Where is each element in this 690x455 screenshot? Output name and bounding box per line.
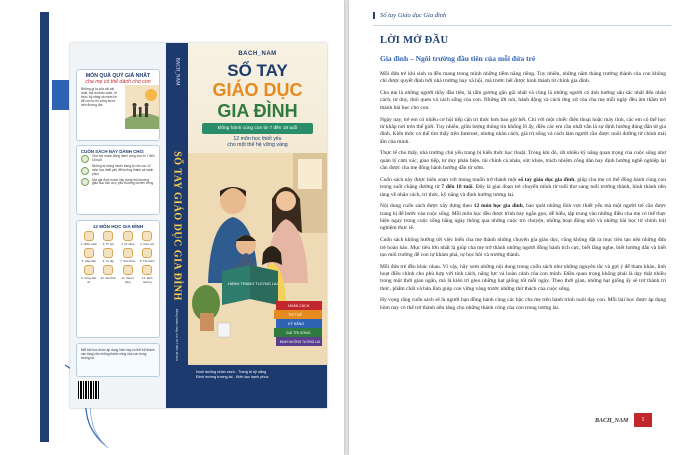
book-front-cover xyxy=(188,43,327,408)
barcode xyxy=(78,381,100,399)
svg-text:TRÍ TUỆ: TRÍ TUỆ xyxy=(288,313,302,317)
back-grid-title: 12 MÔN HỌC GIA ĐÌNH xyxy=(92,224,144,229)
paragraph: Thực tế cho thấy, nhà trường chủ yếu trang bị kiến thức học thuật. Trong khi đó, rất nhiều kỹ năng quan trọng của cuộc sống như quản lý cảm xúc, giao tiếp, tư duy phản biện, tài chính cá nhân, sức khỏe, trách nhiệm công dân hay định hướng nghề nghiệp lại cần được cha mẹ đồng hành hướng dẫn từ sớm. xyxy=(380,150,666,172)
subject-cell: 5. Giao tiếp xyxy=(80,248,98,263)
svg-text:GIÁ TRỊ SỐNG: GIÁ TRỊ SỐNG xyxy=(286,331,311,335)
subject-icon xyxy=(103,231,113,241)
back-box3-text: Mỗi bài học được áp dụng hôm nay có thể trở thành nền tảng cho những thành công của con trong tương lai. xyxy=(81,348,155,360)
subject-icon xyxy=(142,248,152,258)
subject-icon xyxy=(123,265,133,275)
subject-cell: 10. Gia đình xyxy=(100,265,118,284)
back-audience-item: Những ai mong muốn trang bị cho con 12 môn học thiết yếu để trưởng thành và hạnh phúc xyxy=(77,164,159,177)
subject-cell: 12. Định hướng xyxy=(139,265,157,284)
header-rule xyxy=(373,25,671,26)
subject-icon xyxy=(123,248,133,258)
left-page xyxy=(0,0,344,455)
cover-bottom-band: Nuôi dưỡng nhân cách - Trang bị kỹ năng Định hướng tương lai - Kiến tạo hạnh phúc xyxy=(188,365,327,408)
paragraph: Cha mẹ là những người thầy đầu tiên, là tấm gương gần gũi nhất và cũng là những người có ảnh hưởng sâu sắc nhất đến nhân cách, tư duy, thói quen và cách sống của con. Những lời nói, hành động và cách ứng xử của cha mẹ mỗi ngày đều âm thầm trở thành bài học cho con. xyxy=(380,90,666,111)
body-text xyxy=(380,71,666,317)
back-audience-item: Mọi gia đình muốn xây dựng môi trường giáo dục tích cực, yêu thương và bền vững xyxy=(77,177,159,187)
subject-cell: 8. Tài chính xyxy=(139,248,157,263)
paragraph: Mỗi đứa trẻ đều khác nhau. Vì vậy, hãy xem những nội dung trong cuốn sách như những nguyên tắc và gợi ý để tham khảo, linh hoạt điều chỉnh cho phù hợp với tính cách, năng lực và hoàn cảnh của con mình. Điều quan trọng không phải là dạy thật nhiều trong một thời gian ngắn, mà là kiên trì gieo những hạt giống tốt mỗi ngày. Theo thời gian, những hạt giống ấy sẽ trở thành tri thức, phẩm chất và bản lĩnh giúp con vững vàng trước những thử thách của cuộc sống. xyxy=(380,263,666,292)
page-accent-stripe xyxy=(40,12,49,442)
page-title: LỜI MỞ ĐẦU xyxy=(380,35,449,46)
book-stack xyxy=(274,301,322,346)
cover-brand: BACH_NAM xyxy=(238,51,277,57)
bullet-icon xyxy=(81,155,89,163)
subject-cell: 2. Trí tuệ xyxy=(100,231,118,246)
paragraph: Ngày nay, trẻ em có nhiều cơ hội tiếp cận tri thức hơn bao giờ hết. Chỉ với một chiếc điện thoại hoặc máy tính, các em có thể học từ khắp nơi trên thế giới. Tuy nhiên, giữa lượng thông tin khổng lồ ấy, điều các em cần nhất vẫn là sự định hướng đúng đắn từ gia đình. Kiến thức có thể tìm thấy trên Internet, nhưng nhân cách, giá trị sống và cách làm người cần được nuôi dưỡng từ chính mái ấm của mình. xyxy=(380,116,666,145)
subjects-grid xyxy=(77,229,159,286)
subject-icon xyxy=(103,248,113,258)
section-subtitle: Gia đình – Ngôi trường đầu tiên của mỗi đứa trẻ xyxy=(380,54,536,63)
svg-text:ĐỊNH HƯỚNG TƯƠNG LAI: ĐỊNH HƯỚNG TƯƠNG LAI xyxy=(280,340,320,344)
svg-text:KỸ NĂNG: KỸ NĂNG xyxy=(288,322,305,326)
back-box1-title: MÓN QUÀ QUÝ GIÁ NHẤT xyxy=(85,73,151,79)
back-box1-text: Những gì ta của cải vật chất, mà là nhân cách, trí thức, kỹ năng và niềm tin để con tự tin vững bước trên đường đời. xyxy=(81,87,117,107)
svg-text:NHÂN CÁCH: NHÂN CÁCH xyxy=(288,304,310,308)
subject-cell: 7. Sức khỏe xyxy=(119,248,137,263)
spine-brand: BACH_NAM xyxy=(174,57,180,86)
back-audience-box xyxy=(76,145,160,215)
cover-title-line3: GIA ĐÌNH xyxy=(217,101,298,121)
family-reading-illustration xyxy=(188,153,327,363)
spine-title: SỔ TAY GIÁO DỤC GIA ĐÌNH xyxy=(171,150,183,301)
subject-cell: 1. Nhân cách xyxy=(80,231,98,246)
page-number: 1 xyxy=(634,413,652,427)
bullet-icon xyxy=(81,167,89,175)
subject-icon xyxy=(84,231,94,241)
subject-cell: 4. Cảm xúc xyxy=(139,231,157,246)
back-box1-subtitle: cha mẹ có thể dành cho con xyxy=(85,79,151,85)
book-back-cover xyxy=(70,43,166,408)
book-spine xyxy=(166,43,188,408)
subject-icon xyxy=(142,231,152,241)
back-audience-item: Cha mẹ muốn đồng hành cùng con từ 7 đến 18 tuổi xyxy=(77,154,159,164)
back-box2-title: CUỐN SÁCH NÀY DÀNH CHO: xyxy=(81,149,145,154)
subject-icon xyxy=(103,265,113,275)
subject-cell: 3. Kỹ năng xyxy=(119,231,137,246)
subject-cell: 11. Giá trị sống xyxy=(119,265,137,284)
paragraph: Nội dung cuốn sách được xây dựng theo 12 môn học gia đình, bao quát những lĩnh vực thiết yếu mà một người trẻ cần được trang bị để bước vào cuộc sống. Mỗi môn học đều được trình bày ngắn gọn, dễ hiểu, tập trung vào những điều cha mẹ có thể thực hiện ngay trong cuộc sống hằng ngày thông qua những cuộc trò chuyện, những hoạt động nhỏ và những bài học từ chính trải nghiệm thực tế. xyxy=(380,203,667,232)
back-quote-box xyxy=(76,343,160,377)
back-intro-box xyxy=(76,69,160,141)
subject-icon xyxy=(84,265,94,275)
paragraph: Mỗi đứa trẻ khi sinh ra đều mang trong mình những tiềm năng riêng. Tuy nhiên, những năm tháng trưởng thành của con không chỉ được quyết định bởi nhà trường hay xã hội, mà trước hết được hình thành từ chính gia đình. xyxy=(380,71,666,85)
book-cover-image xyxy=(70,43,327,408)
cover-tagline: 12 môn học thiết yếu cho một thế hệ vững vàng xyxy=(227,136,288,148)
running-header: Sổ tay Giáo dục Gia đình xyxy=(373,12,673,19)
subject-icon xyxy=(84,248,94,258)
subject-cell: 6. Tự lập xyxy=(100,248,118,263)
open-book-label: HÀNH TRANG TƯƠNG LAI xyxy=(228,281,278,286)
spine-subtitle: Đồng hành cùng con từ 7 đến 18 tuổi xyxy=(175,308,179,362)
cover-title-line2: GIÁO DỤC xyxy=(212,80,303,100)
paragraph: Hy vọng rằng cuốn sách sẽ là người bạn đồng hành cùng các bậc cha mẹ trên hành trình nuôi dạy con. Mỗi bài học được áp dụng hôm nay có thể trở thành nền tảng cho những thành công của con trong tương lai. xyxy=(380,297,666,311)
right-page xyxy=(349,0,690,455)
back-subjects-box xyxy=(76,220,160,338)
cover-title-line1: SỔ TAY xyxy=(227,61,288,80)
page-footer: BACH_NAM xyxy=(595,418,629,424)
bullet-icon xyxy=(81,178,89,186)
page-accent-block xyxy=(52,80,69,110)
subject-icon xyxy=(142,265,152,275)
cover-ribbon: Đồng hành cùng con từ 7 đến 18 tuổi xyxy=(202,123,313,134)
paragraph: Cuốn sách không hướng tới việc biến cha mẹ thành những chuyên gia giáo dục, cũng không đặt ra mục tiêu tạo nên những đứa trẻ hoàn hảo. Mục tiêu lớn nhất là giúp cha mẹ trở thành những người đồng hành tích cực, biết lắng nghe, biết hướng dẫn và biết tạo môi trường để con tự khám phá, tự học hỏi và trưởng thành. xyxy=(380,237,666,258)
subject-cell: 9. Công dân số xyxy=(80,265,98,284)
subject-icon xyxy=(123,231,133,241)
paragraph: Cuốn sách này được biên soạn với mong muốn trở thành một sổ tay giáo dục gia đình, giúp cha mẹ có thể đồng hành cùng con trong suốt chặng đường từ 7 đến 18 tuổi. Đây là giai đoạn trẻ chuyển mình từ tuổi thơ sang tuổi trưởng thành, hình thành nền tảng về nhân cách, tri thức, kỹ năng và định hướng tương lai. xyxy=(380,176,666,198)
family-silhouette-icon xyxy=(125,85,159,129)
